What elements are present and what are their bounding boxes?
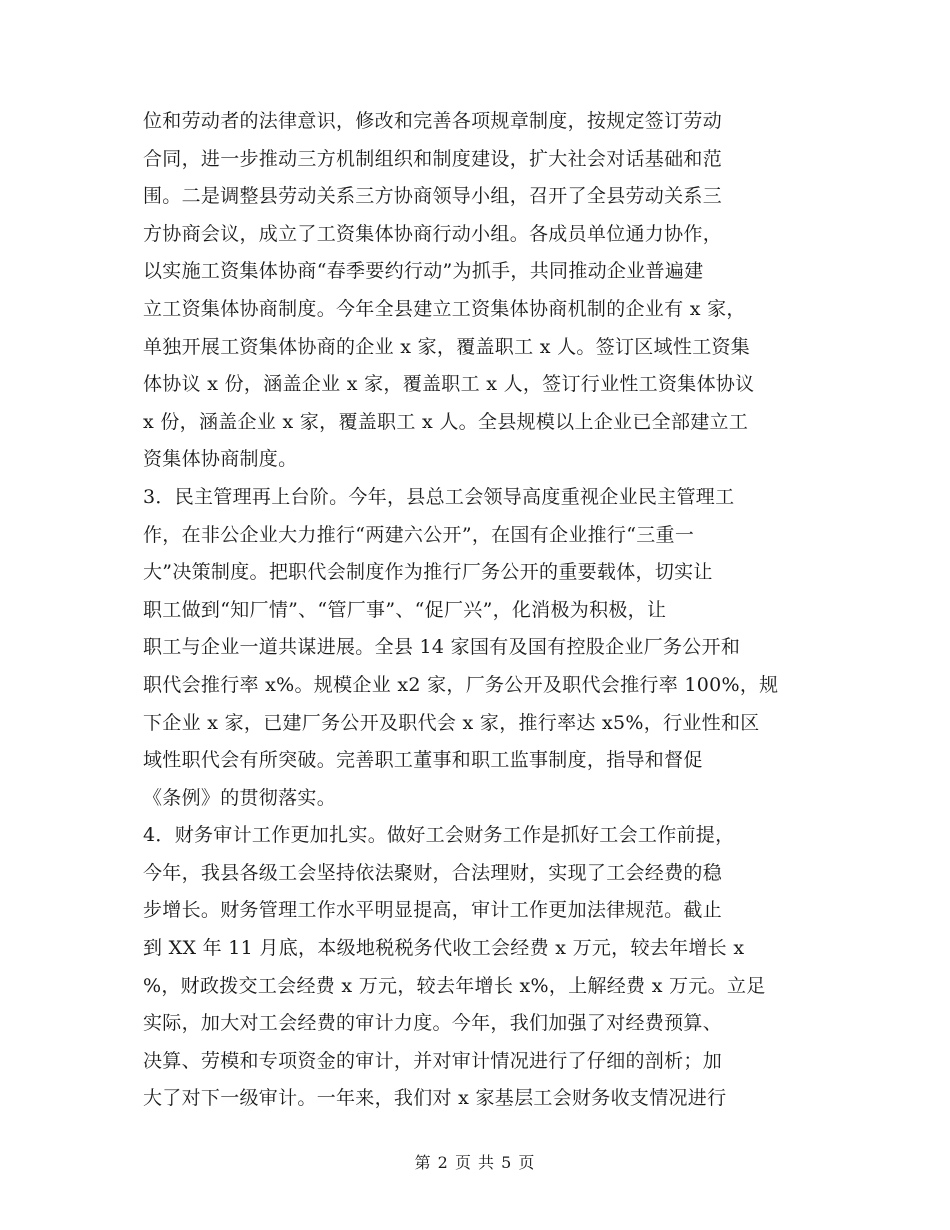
text-line: 以实施工资集体协商“春季要约行动”为抓手，共同推动企业普遍建 [143, 260, 704, 283]
text-line: 步增长。财务管理工作水平明显提高，审计工作更加法律规范。截止 [143, 899, 723, 922]
text-line: %，财政拨交工会经费 x 万元，较去年增长 x%，上解经费 x 万元。立足 [143, 974, 766, 997]
text-line: 体协议 x 份，涵盖企业 x 家，覆盖职工 x 人，签订行业性工资集体协议 [143, 373, 755, 396]
text-line: 大”决策制度。把职代会制度作为推行厂务公开的重要载体，切实让 [143, 561, 713, 584]
text-line: 《条例》的贯彻落实。 [143, 786, 337, 809]
text-line: 域性职代会有所突破。完善职工董事和职工监事制度，指导和督促 [143, 749, 703, 772]
section-heading-line: 4．财务审计工作更加扎实。做好工会财务工作是抓好工会工作前提， [143, 824, 735, 847]
text-line: 职工做到“知厂情”、“管厂事”、“促厂兴”，化消极为积极，让 [143, 598, 667, 621]
text-line: 决算、劳模和专项资金的审计，并对审计情况进行了仔细的剖析；加 [143, 1049, 723, 1072]
text-line: 合同，进一步推动三方机制组织和制度建设，扩大社会对话基础和范 [143, 147, 723, 170]
text-line: x 份，涵盖企业 x 家，覆盖职工 x 人。全县规模以上企业已全部建立工 [143, 410, 749, 433]
body-text [143, 103, 813, 1118]
text-line: 大了对下一级审计。一年来，我们对 x 家基层工会财务收支情况进行 [143, 1087, 727, 1110]
text-line: 围。二是调整县劳动关系三方协商领导小组，召开了全县劳动关系三 [143, 185, 723, 208]
text-line: 到 XX 年 11 月底，本级地税税务代收工会经费 x 万元，较去年增长 x [143, 937, 745, 960]
text-line: 作，在非公企业大力推行“两建六公开”，在国有企业推行“三重一 [143, 523, 695, 546]
text-line: 职工与企业一道共谋进展。全县 14 家国有及国有控股企业厂务公开和 [143, 636, 741, 659]
text-line: 资集体协商制度。 [143, 448, 298, 471]
text-line: 职代会推行率 x%。规模企业 x2 家，厂务公开及职代会推行率 100%，规 [143, 673, 779, 696]
text-line: 单独开展工资集体协商的企业 x 家，覆盖职工 x 人。签订区域性工资集 [143, 335, 751, 358]
page-number-footer: 第 2 页 共 5 页 [414, 1153, 536, 1172]
text-line: 位和劳动者的法律意识，修改和完善各项规章制度，按规定签订劳动 [143, 110, 723, 132]
text-line: 今年，我县各级工会坚持依法聚财，合法理财，实现了工会经费的稳 [143, 861, 723, 884]
text-line: 下企业 x 家，已建厂务公开及职代会 x 家，推行率达 x5%，行业性和区 [143, 711, 760, 734]
section-heading-line: 3．民主管理再上台阶。今年，县总工会领导高度重视企业民主管理工 [143, 485, 735, 508]
text-line: 立工资集体协商制度。今年全县建立工资集体协商机制的企业有 x 家， [143, 297, 746, 320]
text-line: 实际，加大对工会经费的审计力度。今年，我们加强了对经费预算、 [143, 1012, 723, 1035]
text-line: 方协商会议，成立了工资集体协商行动小组。各成员单位通力协作， [143, 222, 723, 245]
